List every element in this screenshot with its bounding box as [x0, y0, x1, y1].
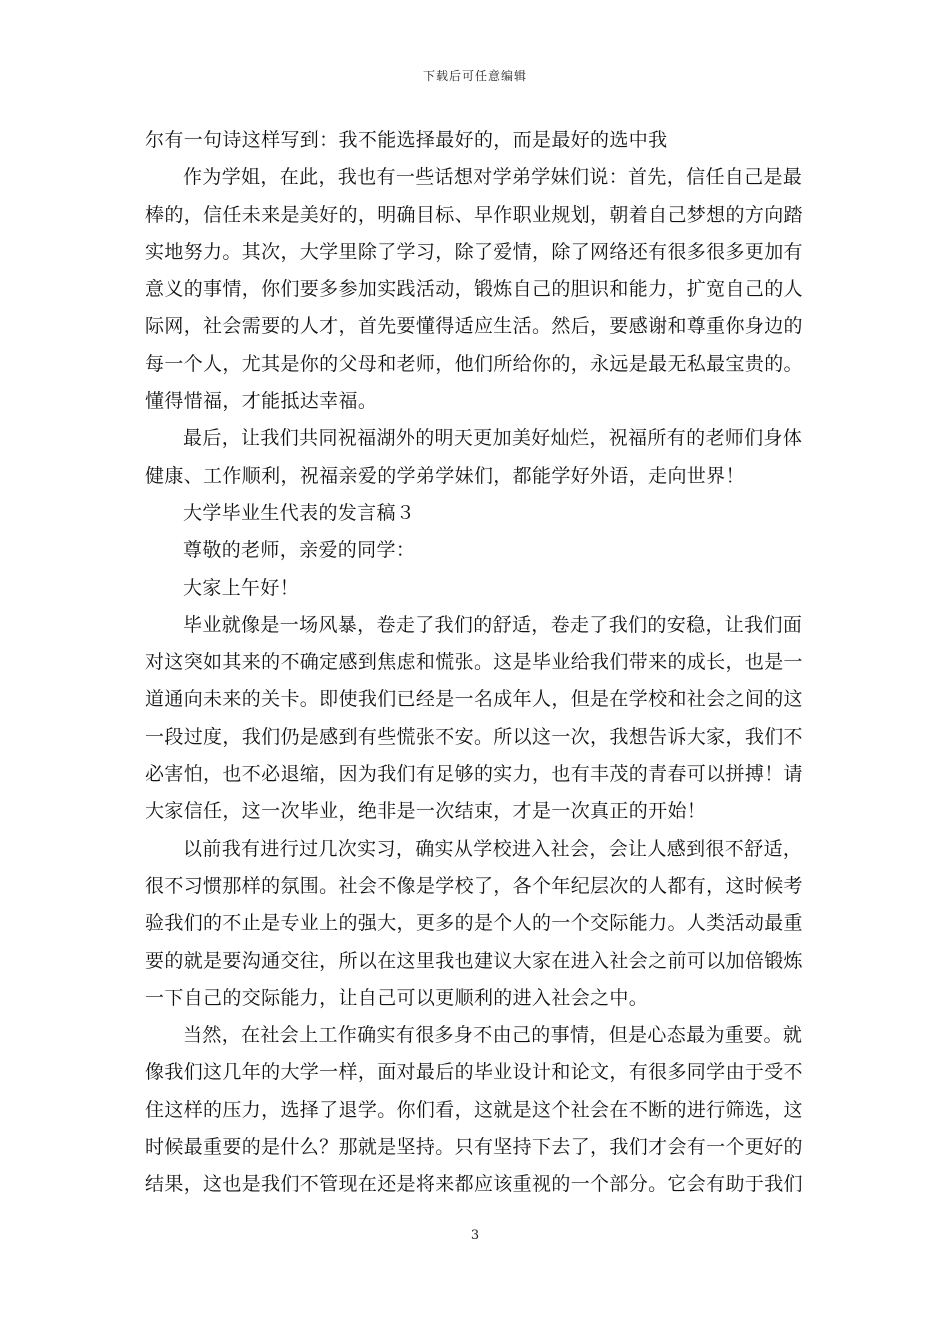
paragraph-start-line: 以前我有进行过几次实习，确实从学校进入社会，会让人感到很不舒适， [183, 837, 803, 860]
section-title: 大学毕业生代表的发言稿３ [183, 501, 416, 524]
greeting-line: 大家上午好！ [183, 576, 300, 599]
text-line: 对这突如其来的不确定感到焦虑和慌张。这是毕业给我们带来的成长，也是一 [145, 651, 803, 674]
text-line: 大家信任，这一次毕业，绝非是一次结束，才是一次真正的开始！ [145, 800, 707, 823]
text-line: 必害怕，也不必退缩，因为我们有足够的实力，也有丰茂的青春可以拼搏！请 [145, 763, 803, 786]
salutation-line: 尊敬的老师，亲爱的同学： [183, 539, 416, 562]
text-line: 意义的事情，你们要多参加实践活动，锻炼自己的胆识和能力，扩宽自己的人 [145, 278, 803, 301]
text-line: 尔有一句诗这样写到：我不能选择最好的，而是最好的选中我 [145, 129, 668, 151]
text-line: 一下自己的交际能力，让自己可以更顺利的进入社会之中。 [145, 986, 649, 1009]
text-line: 每一个人，尤其是你的父母和老师，他们所给你的，永远是最无私最宝贵的。 [145, 352, 803, 375]
text-line: 住这样的压力，选择了退学。你们看，这就是这个社会在不断的进行筛选，这 [145, 1098, 803, 1121]
paragraph-start-line: 当然，在社会上工作确实有很多身不由己的事情，但是心态最为重要。就 [183, 1024, 803, 1047]
text-line: 实地努力。其次，大学里除了学习，除了爱情，除了网络还有很多很多更加有 [145, 240, 803, 263]
text-line: 验我们的不止是专业上的强大，更多的是个人的一个交际能力。人类活动最重 [145, 912, 803, 935]
text-line: 结果，这也是我们不管现在还是将来都应该重视的一个部分。它会有助于我们 [145, 1173, 803, 1196]
text-line: 像我们这几年的大学一样，面对最后的毕业设计和论文，有很多同学由于受不 [145, 1061, 803, 1084]
text-line: 道通向未来的关卡。即使我们已经是一名成年人，但是在学校和社会之间的这 [145, 688, 803, 711]
text-line: 懂得惜福，才能抵达幸福。 [145, 390, 378, 413]
page-number: 3 [470, 1228, 480, 1243]
paragraph-start-line: 最后，让我们共同祝福湖外的明天更加美好灿烂，祝福所有的老师们身体 [183, 427, 803, 450]
paragraph-start-line: 毕业就像是一场风暴，卷走了我们的舒适，卷走了我们的安稳，让我们面 [183, 613, 803, 636]
page-header-note: 下载后可任意编辑 [422, 69, 527, 83]
text-line: 要的就是要沟通交往，所以在这里我也建议大家在进入社会之前可以加倍锻炼 [145, 949, 803, 972]
text-line: 际网，社会需要的人才，首先要懂得适应生活。然后，要感谢和尊重你身边的 [145, 315, 803, 338]
text-line: 很不习惯那样的氛围。社会不像是学校了，各个年纪层次的人都有，这时候考 [145, 874, 803, 897]
document-body [145, 122, 807, 1204]
text-line: 时候最重要的是什么？那就是坚持。只有坚持下去了，我们才会有一个更好的 [145, 1136, 803, 1159]
text-line: 棒的，信任未来是美好的，明确目标、早作职业规划，朝着自己梦想的方向踏 [145, 203, 803, 226]
paragraph-start-line: 作为学姐，在此，我也有一些话想对学弟学妹们说：首先，信任自己是最 [183, 166, 803, 189]
text-line: 健康、工作顺利，祝福亲爱的学弟学妹们，都能学好外语，走向世界！ [145, 464, 745, 487]
text-line: 一段过度，我们仍是感到有些慌张不安。所以这一次，我想告诉大家，我们不 [145, 725, 803, 748]
